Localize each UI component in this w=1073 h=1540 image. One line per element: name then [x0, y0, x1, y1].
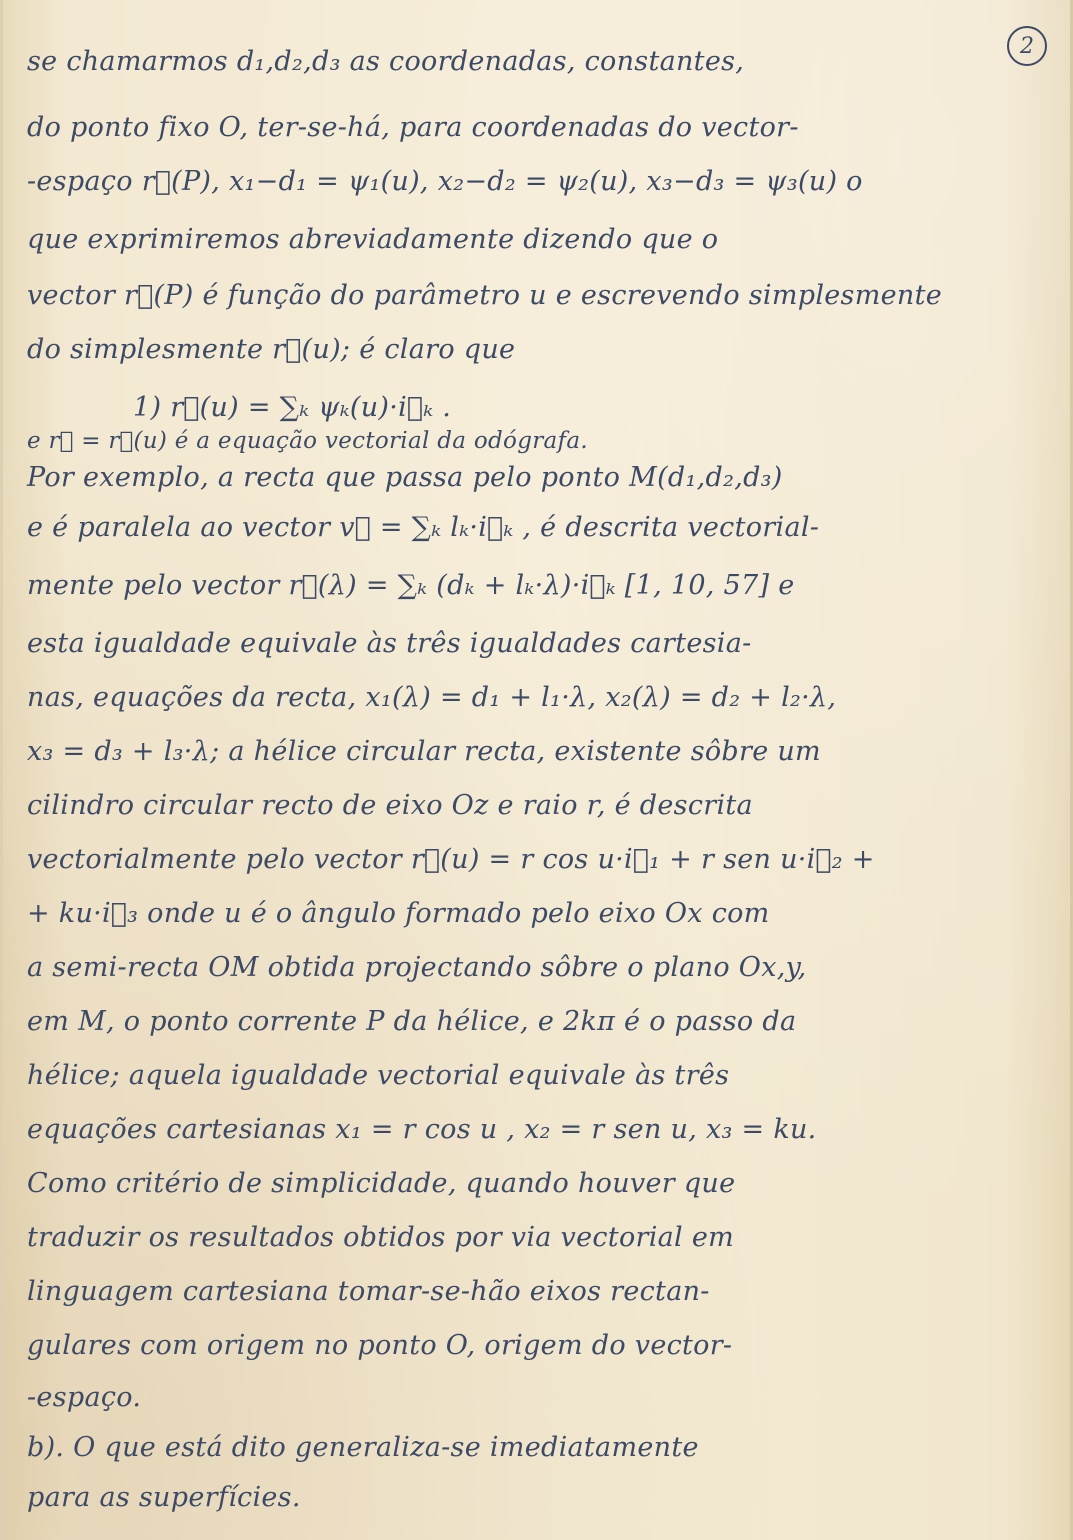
text-line-8: e r⃗ = r⃗(u) é a equação vectorial da odógrafa.: [27, 428, 588, 454]
text-line-18: a semi-recta OM obtida projectando sôbre o plano Ox,y,: [27, 952, 807, 983]
equation-1: 1) r⃗(u) = ∑ₖ ψₖ(u)·i⃗ₖ .: [133, 392, 452, 423]
text-line-24: linguagem cartesiana tomar-se-hão eixos rectan-: [27, 1276, 710, 1307]
text-line-6: do simplesmente r⃗(u); é claro que: [27, 334, 516, 365]
text-line-10: e é paralela ao vector v⃗ = ∑ₖ lₖ·i⃗ₖ , é descrita vectorial-: [27, 512, 820, 543]
text-line-17: + ku·i⃗₃ onde u é o ângulo formado pelo eixo Ox com: [27, 898, 770, 929]
text-line-28: para as superfícies.: [27, 1482, 301, 1513]
text-line-2: do ponto fixo O, ter-se-há, para coordenadas do vector-: [27, 112, 799, 143]
text-line-19: em M, o ponto corrente P da hélice, e 2kπ é o passo da: [27, 1006, 797, 1037]
text-line-16: vectorialmente pelo vector r⃗(u) = r cos u·i⃗₁ + r sen u·i⃗₂ +: [27, 844, 875, 875]
text-line-3: -espaço r⃗(P), x₁−d₁ = ψ₁(u), x₂−d₂ = ψ₂(u), x₃−d₃ = ψ₃(u) o: [27, 166, 863, 197]
text-line-15: cilindro circular recto de eixo Oz e raio r, é descrita: [27, 790, 753, 821]
text-line-9: Por exemplo, a recta que passa pelo ponto M(d₁,d₂,d₃): [27, 462, 783, 493]
text-line-4: que exprimiremos abreviadamente dizendo que o: [27, 224, 719, 255]
page-number: 2: [1007, 26, 1047, 66]
text-line-20: hélice; aquela igualdade vectorial equivale às três: [27, 1060, 730, 1091]
text-line-21: equações cartesianas x₁ = r cos u , x₂ = r sen u, x₃ = ku.: [27, 1114, 817, 1145]
text-line-12: esta igualdade equivale às três igualdades cartesia-: [27, 628, 752, 659]
text-line-14: x₃ = d₃ + l₃·λ; a hélice circular recta, existente sôbre um: [27, 736, 821, 767]
text-line-23: traduzir os resultados obtidos por via vectorial em: [27, 1222, 735, 1253]
text-line-27: b). O que está dito generaliza-se imediatamente: [27, 1432, 699, 1463]
text-line-5: vector r⃗(P) é função do parâmetro u e escrevendo simplesmente: [27, 280, 943, 311]
text-line-11: mente pelo vector r⃗(λ) = ∑ₖ (dₖ + lₖ·λ)·i⃗ₖ [1, 10, 57] e: [27, 570, 795, 601]
text-line-1: se chamarmos d₁,d₂,d₃ as coordenadas, constantes,: [27, 46, 745, 77]
text-line-26: -espaço.: [27, 1382, 142, 1413]
text-line-25: gulares com origem no ponto O, origem do vector-: [27, 1330, 733, 1361]
text-line-22: Como critério de simplicidade, quando houver que: [27, 1168, 736, 1199]
text-line-13: nas, equações da recta, x₁(λ) = d₁ + l₁·λ, x₂(λ) = d₂ + l₂·λ,: [27, 682, 837, 713]
